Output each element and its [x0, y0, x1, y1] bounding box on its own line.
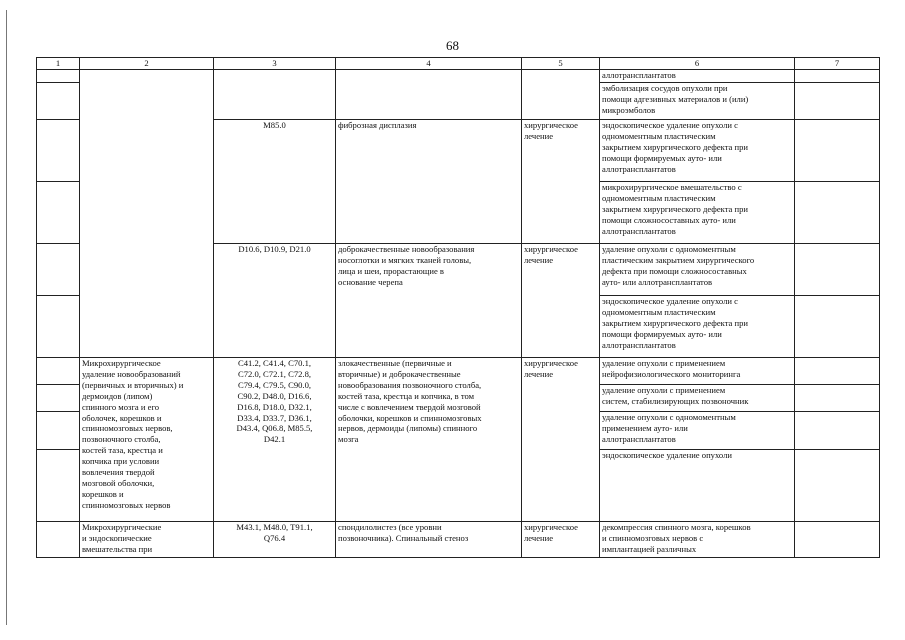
- cell-index: [37, 182, 80, 244]
- cell-condition: злокачественные (первичные и вторичные) и доброкачественные новообразования позвоночного столба, костей таза, крестца и копчика, в том числе с вовлечением твердой мозговой оболочки, корешков и спинномозговых нервов, дермоиды (липомы) спинного мозга: [336, 358, 522, 522]
- cell-treatment-type: [522, 70, 600, 120]
- cell-condition: спондилолистез (все уровни позвоночника). Спинальный стеноз: [336, 522, 522, 558]
- page-number: 68: [446, 38, 459, 53]
- cell-index: [37, 296, 80, 358]
- cell-condition: доброкачественные новообразования носоглотки и мягких тканей головы, лица и шеи, прорастающие в основание черепа: [336, 244, 522, 358]
- scan-edge-line: [6, 10, 7, 625]
- cell-icd-codes: M85.0: [214, 120, 336, 244]
- cell-extra: [795, 450, 880, 522]
- table-row: [37, 358, 880, 385]
- cell-treatment-type: хирургическое лечение: [522, 120, 600, 244]
- cell-index: [37, 83, 80, 120]
- cell-intervention-name: [80, 70, 214, 358]
- cell-extra: [795, 244, 880, 296]
- column-number: 6: [600, 58, 795, 70]
- cell-index: [37, 522, 80, 558]
- cell-condition: фиброзная дисплазия: [336, 120, 522, 244]
- cell-extra: [795, 70, 880, 83]
- cell-icd-codes: M43.1, M48.0, T91.1, Q76.4: [214, 522, 336, 558]
- cell-icd-codes: C41.2, C41.4, C70.1, C72.0, C72.1, C72.8, C79.4, C79.5, C90.0, C90.2, D48.0, D16.6, D16.8, D18.0, D32.1, D33.4, D33.7, D36.1, D43.4, Q06.8, M85.5, D42.1: [214, 358, 336, 522]
- cell-extra: [795, 182, 880, 244]
- cell-intervention-name: Микрохирургические и эндоскопические вмешательства при: [80, 522, 214, 558]
- column-number: 5: [522, 58, 600, 70]
- cell-condition: [336, 70, 522, 120]
- cell-treatment-type: хирургическое лечение: [522, 244, 600, 358]
- cell-extra: [795, 358, 880, 385]
- column-number: 3: [214, 58, 336, 70]
- cell-index: [37, 244, 80, 296]
- cell-extra: [795, 522, 880, 558]
- cell-method: эндоскопическое удаление опухоли с одномоментным пластическим закрытием хирургического дефекта при помощи формируемых ауто- или аллотрансплантатов: [600, 120, 795, 182]
- column-number: 2: [80, 58, 214, 70]
- cell-method: удаление опухоли с применением систем, стабилизирующих позвоночник: [600, 385, 795, 412]
- cell-method: эндоскопическое удаление опухоли: [600, 450, 795, 522]
- table-row: [37, 70, 880, 83]
- cell-index: [37, 358, 80, 385]
- column-number: 7: [795, 58, 880, 70]
- cell-method: удаление опухоли с применением нейрофизиологического мониторинга: [600, 358, 795, 385]
- cell-method: удаление опухоли с одномоментным применением ауто- или аллотрансплантатов: [600, 412, 795, 450]
- cell-treatment-type: хирургическое лечение: [522, 522, 600, 558]
- cell-intervention-name: Микрохирургическое удаление новообразований (первичных и вторичных) и дермоидов (липом) спинного мозга и его оболочек, корешков и спинномозговых нервов, позвоночного столба, костей таза, крестца и копчика при условии вовлечения твердой мозговой оболочки, корешков и спинномозговых нервов: [80, 358, 214, 522]
- cell-extra: [795, 296, 880, 358]
- column-number: 4: [336, 58, 522, 70]
- cell-treatment-type: хирургическое лечение: [522, 358, 600, 522]
- cell-method: декомпрессия спинного мозга, корешков и спинномозговых нервов с имплантацией различных: [600, 522, 795, 558]
- cell-index: [37, 70, 80, 83]
- cell-method: удаление опухоли с одномоментным пластическим закрытием хирургического дефекта при помощи сложносоставных ауто- или аллотрансплантатов: [600, 244, 795, 296]
- column-number: 1: [37, 58, 80, 70]
- cell-method: аллотрансплантатов: [600, 70, 795, 83]
- cell-method: эмболизация сосудов опухоли при помощи адгезивных материалов и (или) микроэмболов: [600, 83, 795, 120]
- cell-extra: [795, 412, 880, 450]
- table-row: [37, 522, 880, 558]
- cell-extra: [795, 385, 880, 412]
- cell-method: эндоскопическое удаление опухоли с одномоментным пластическим закрытием хирургического дефекта при помощи формируемых ауто- или аллотрансплантатов: [600, 296, 795, 358]
- medical-care-table: [36, 57, 880, 558]
- cell-method: микрохирургическое вмешательство с одномоментным пластическим закрытием хирургического дефекта при помощи сложносоставных ауто- или аллотрансплантатов: [600, 182, 795, 244]
- cell-index: [37, 450, 80, 522]
- cell-extra: [795, 120, 880, 182]
- cell-icd-codes: [214, 70, 336, 120]
- cell-extra: [795, 83, 880, 120]
- cell-index: [37, 412, 80, 450]
- cell-index: [37, 120, 80, 182]
- cell-icd-codes: D10.6, D10.9, D21.0: [214, 244, 336, 358]
- cell-index: [37, 385, 80, 412]
- column-number-row: [37, 58, 880, 70]
